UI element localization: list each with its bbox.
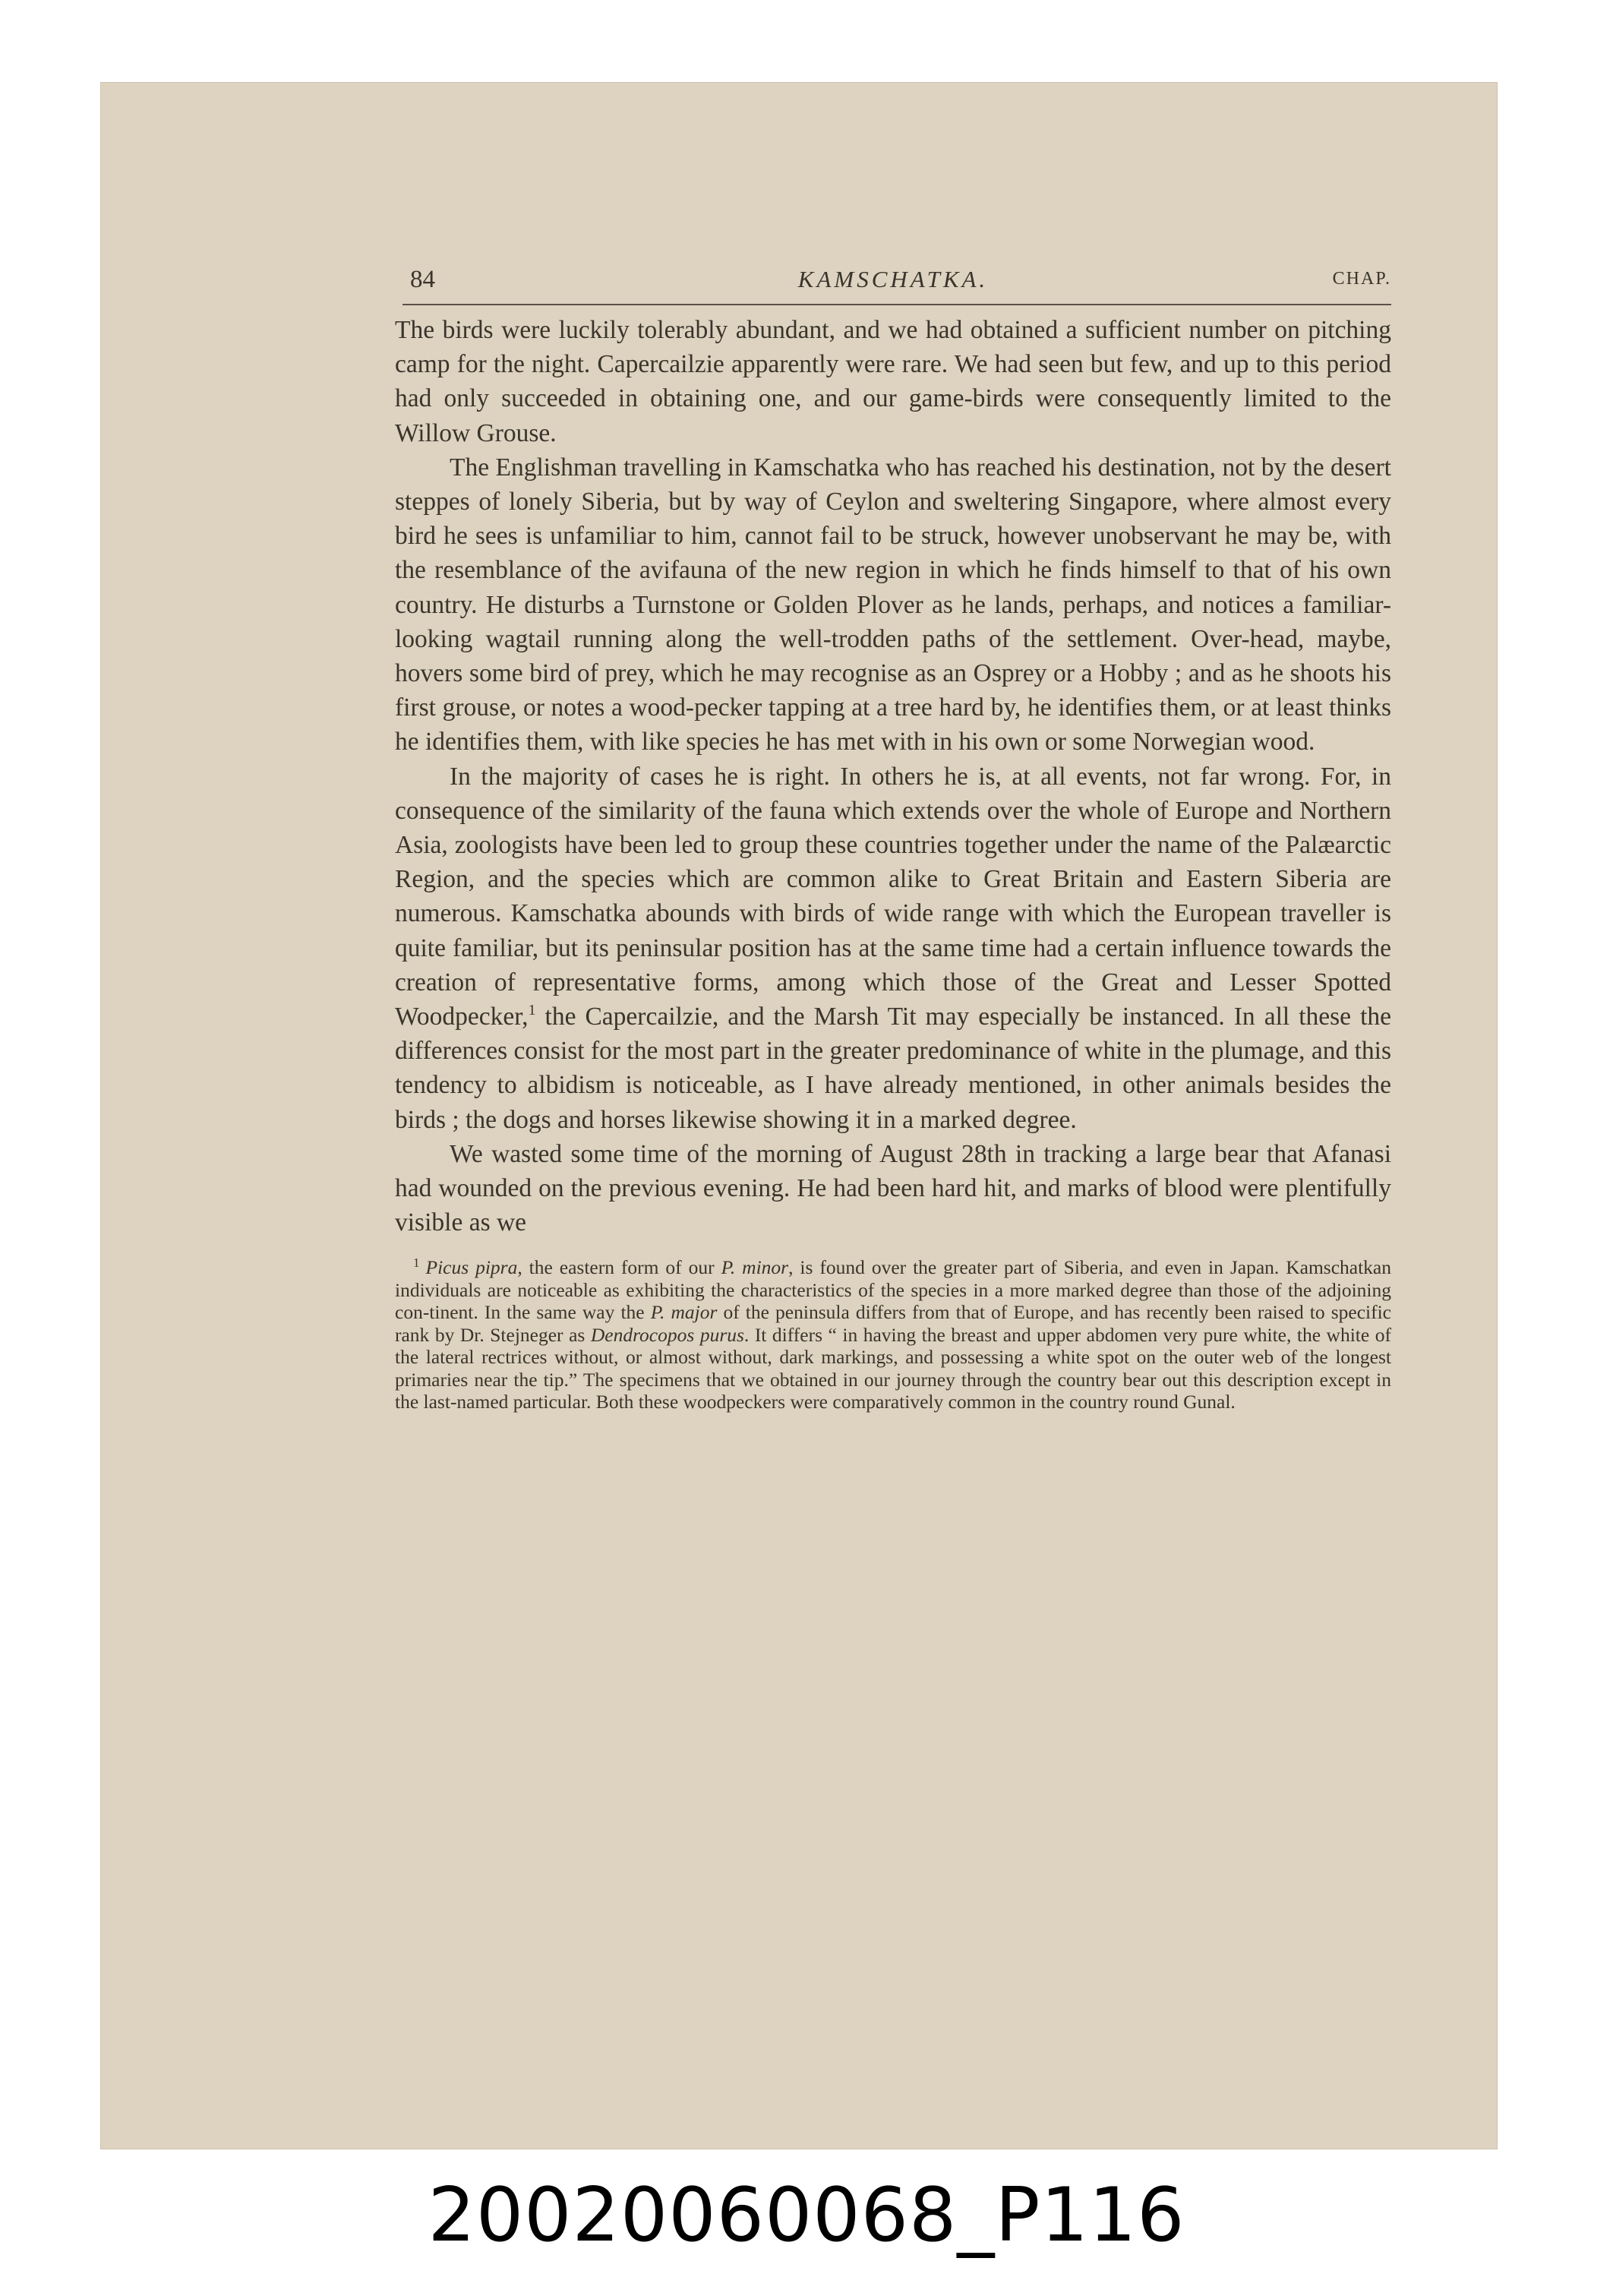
- running-head: [395, 258, 1391, 304]
- footnote-species-2: P. minor: [721, 1256, 789, 1279]
- footnote: [395, 1256, 1391, 1413]
- paragraph-3-text-a: In the majority of cases he is right. In others he is, at all events, not far wrong. For, in consequence of the similarity of the fauna which extends over the whole of Europe and Northern Asia, zoologists have been led to group these countries together under the name of the Palæarctic Region, and the species which are common alike to Great Britain and Eastern Siberia are numerous. Kamschatka abounds with birds of wide range with which the European traveller is quite familiar, but its peninsular position has at the same time had a certain influence towards the creation of representative forms, among which those of the Great and Lesser Spotted Woodpecker,: [395, 762, 1391, 1031]
- footnote-reference: 1: [528, 1002, 536, 1019]
- footnote-species-4: Dendrocopos purus: [590, 1323, 744, 1346]
- footnote-species-3: P. major: [650, 1301, 718, 1324]
- paragraph-4: We wasted some time of the morning of August 28th in tracking a large bear that Afanasi had wounded on the previous evening. He had been hard hit, and marks of blood were plentifully visible as we: [395, 1139, 1391, 1237]
- running-title: KAMSCHATKA.: [797, 266, 989, 292]
- footnote-marker: 1: [413, 1255, 420, 1271]
- catalogue-id: 20020060068_P116: [428, 2172, 1185, 2259]
- chapter-mark: CHAP.: [1332, 269, 1391, 289]
- footnote-text-2: , is found over the greater part of Siberia, and even in Japan. Kamschatkan individuals are noticeable as exhibiting the characteristics of the species in a more marked degree than those of the adjoining con-tinent. In the same way the: [395, 1256, 1391, 1324]
- body-text: [395, 313, 1391, 1240]
- paragraph-3-text-b: the Capercailzie, and the Marsh Tit may especially be instanced. In all these the differences consist for the most part in the greater predominance of white in the plumage, and this tendency to albidism is noticeable, as I have already mentioned, in other animals besides the birds ; the dogs and horses likewise showing it in a marked degree.: [395, 1003, 1391, 1134]
- paragraph-1: The birds were luckily tolerably abundant, and we had obtained a sufficient number on pitching camp for the night. Capercailzie apparently were rare. We had seen but few, and up to this period had only succeeded in obtaining one, and our game-birds were consequently limited to the Willow Grouse.: [395, 316, 1391, 447]
- footnote-text-4: . It differs “ in having the breast and upper abdomen very pure white, the white of the lateral rectrices without, or almost without, dark markings, and possessing a white spot on the outer web of the longest primaries near the tip.” The specimens that we obtained in our journey through the country bear out this description except in the last-named particular. Both these woodpeckers were comparatively common in the country round Gunal.: [395, 1323, 1391, 1413]
- paragraph-2: The Englishman travelling in Kamschatka who has reached his destination, not by the desert steppes of lonely Siberia, but by way of Ceylon and sweltering Singapore, where almost every bird he sees is unfamiliar to him, cannot fail to be struck, however unobservant he may be, with the resemblance of the avifauna of the new region in which he finds himself to that of his own country. He disturbs a Turnstone or Golden Plover as he lands, perhaps, and notices a familiar-looking wagtail running along the well-trodden paths of the settlement. Over-head, maybe, hovers some bird of prey, which he may recognise as an Osprey or a Hobby ; and as he shoots his first grouse, or notes a wood-pecker tapping at a tree hard by, he identifies them, or at least thinks he identifies them, with like species he has met with in his own or some Norwegian wood.: [395, 453, 1391, 756]
- book-page: [395, 258, 1391, 1413]
- footnote-text-1: , the eastern form of our: [517, 1256, 721, 1279]
- header-rule: [402, 304, 1391, 305]
- footnote-text-3: of the peninsula differs from that of Europe, and has recently been raised to specific rank by Dr. Stejneger as: [395, 1301, 1392, 1346]
- paragraph-3: [395, 760, 1391, 1137]
- page-number: 84: [410, 266, 435, 293]
- footnote-species-1: Picus pipra: [425, 1256, 518, 1279]
